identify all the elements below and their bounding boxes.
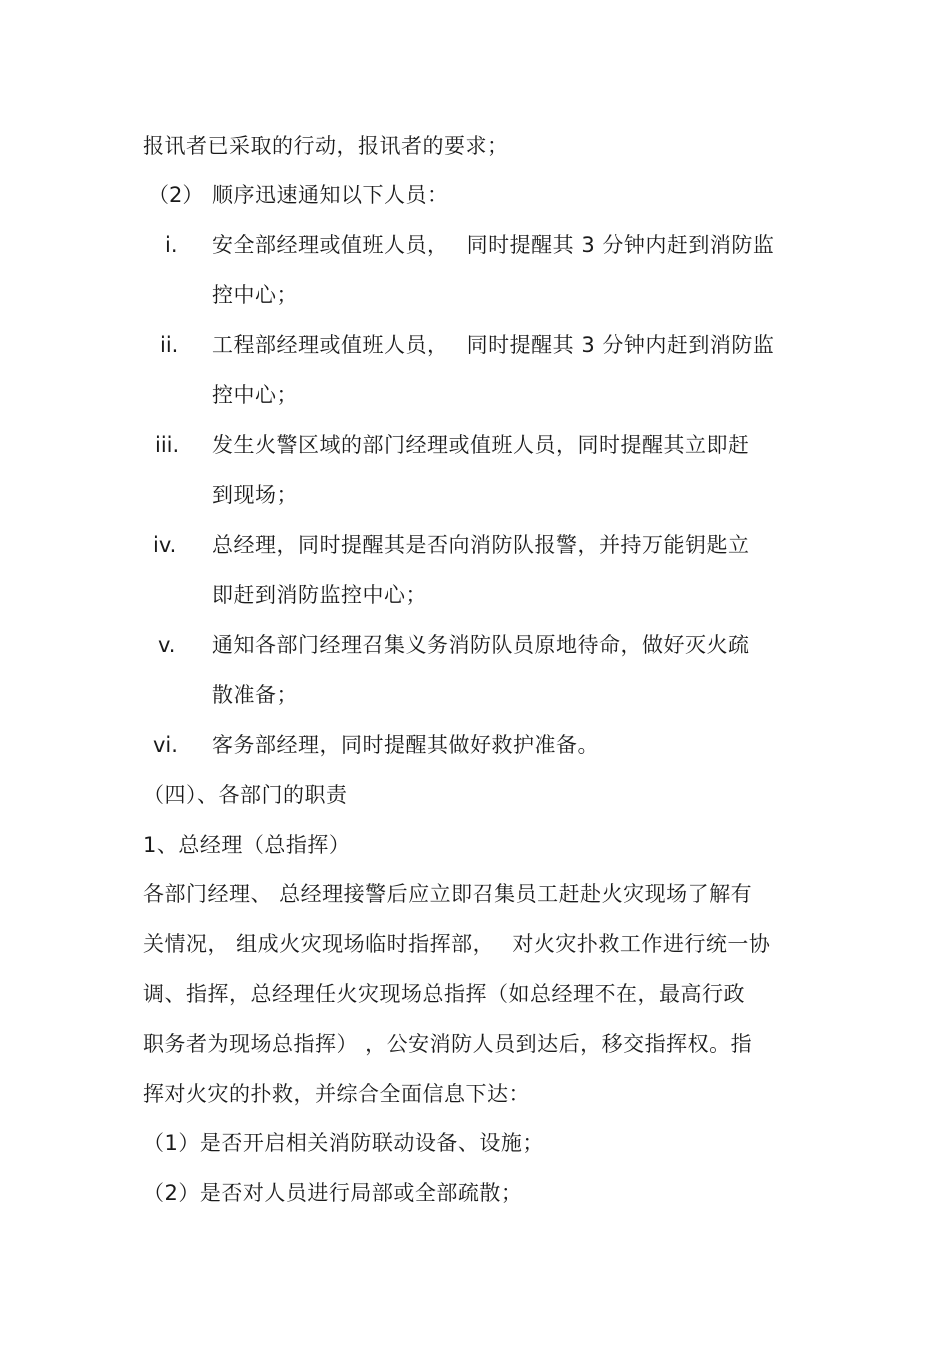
list-marker: ii. (160, 333, 179, 357)
list-item-text: 控中心； (212, 383, 298, 407)
list-marker: vi. (153, 733, 178, 757)
section-heading: （四）、各部门的职责 (143, 783, 348, 807)
paragraph-line: 报讯者已采取的行动，报讯者的要求； (143, 134, 509, 158)
list-item-text: （2）是否对人员进行局部或全部疏散； (143, 1181, 523, 1205)
paragraph-line: 挥对火灾的扑救，并综合全面信息下达： (143, 1082, 530, 1106)
list-item-text: （1）是否开启相关消防联动设备、设施； (143, 1131, 544, 1155)
list-item-text: 控中心； (212, 283, 298, 307)
list-marker: v. (158, 633, 176, 657)
list-marker: iii. (155, 433, 180, 457)
list-item-text: 工程部经理或值班人员， 同时提醒其 3 分钟内赶到消防监 (212, 333, 775, 357)
list-item-text: 通知各部门经理召集义务消防队员原地待命，做好灭火疏 (212, 633, 750, 657)
list-item-text: 散准备； (212, 683, 298, 707)
list-item-text: 客务部经理，同时提醒其做好救护准备。 (212, 733, 599, 757)
list-item-text: 总经理，同时提醒其是否向消防队报警，并持万能钥匙立 (212, 533, 750, 557)
list-marker: （2） (148, 183, 204, 207)
paragraph-line: 调、指挥，总经理任火灾现场总指挥（如总经理不在，最高行政 (143, 982, 745, 1006)
list-marker: i. (165, 233, 178, 257)
list-item-text: 即赶到消防监控中心； (212, 583, 427, 607)
list-item-text: 安全部经理或值班人员， 同时提醒其 3 分钟内赶到消防监 (212, 233, 775, 257)
paragraph-line: 关情况， 组成火灾现场临时指挥部， 对火灾扑救工作进行统一协 (143, 932, 771, 956)
list-marker: iv. (153, 533, 177, 557)
paragraph-line: 职务者为现场总指挥） ，公安消防人员到达后，移交指挥权。指 (143, 1032, 753, 1056)
subsection-heading: 1、总经理（总指挥） (143, 833, 351, 857)
paragraph-line: 各部门经理、 总经理接警后应立即召集员工赶赴火灾现场了解有 (143, 882, 753, 906)
list-item-text: 到现场； (212, 483, 298, 507)
list-item-text: 顺序迅速通知以下人员： (212, 183, 449, 207)
list-item-text: 发生火警区域的部门经理或值班人员，同时提醒其立即赶 (212, 433, 750, 457)
